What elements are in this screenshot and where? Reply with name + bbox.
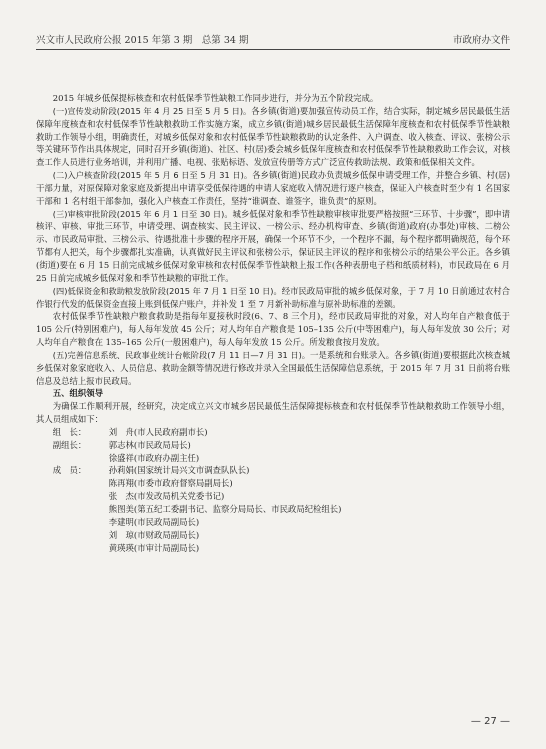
intro-paragraph: 2015 年城乡低保提标核查和农村低保季节性缺粮工作同步进行，并分为五个阶段完成。 [52, 93, 379, 103]
roster-role: 组 长： [52, 426, 87, 437]
roster-name: 刘 琼(市财政局副局长) [108, 529, 200, 540]
stage-paragraph-5 [36, 349, 510, 388]
stage-paragraph-2 [36, 169, 510, 208]
roster-name: 张 杰(市发改局机关党委书记) [108, 491, 225, 502]
stage-title: (四)低保资金和救助粮发放阶段(2015 年 7 月 1 日至 10 日)。 [52, 285, 282, 296]
roster-name: 刘 舟(市人民政府副市长) [108, 426, 208, 437]
stage-title: (一)宣传发动阶段(2015 年 4 月 25 日至 5 月 5 日)。 [52, 105, 252, 116]
document-body [36, 92, 510, 554]
roster-name: 熊图美(第五纪工委副书记、监察分局局长、市民政局纪检组长) [108, 504, 342, 514]
roster-row-members [36, 464, 510, 554]
header-rule [36, 49, 510, 50]
roster-role: 副组长： [52, 439, 87, 450]
roster-name: 黄瑛瑛(市审计局副局长) [108, 542, 200, 553]
header-journal-title: 兴文市人民政府公报 2015 年第 3 期 总第 34 期 [36, 35, 249, 46]
roster-name: 孙莉娟(国家统计局兴文市调查队队长) [108, 465, 250, 476]
roster-role: 成 员： [52, 465, 87, 476]
stage-text: 农村低保季节性缺粮户粮食救助是指每年夏接秋时段(6、7、8 三个月)，经市民政局审批的对象，对人均年自产粮食低于 105 公斤(特别困难户)，每人每年发放 45 公斤；对人均年自产粮食是 105–135 公斤(中等困难户)，每人每年发放 30 公斤；对人均年自产粮食在 135–165 公斤(一般困难户)，每人每年发放 15 公斤。所发粮食按月发放。 [36, 311, 510, 348]
stage-title: (三)审核审批阶段(2015 年 6 月 1 日至 30 日)。 [52, 208, 233, 219]
stage-paragraph-1 [36, 105, 510, 169]
leadership-roster [36, 426, 510, 554]
roster-row-deputy [36, 439, 510, 465]
stage-title: (五)完善信息系统、民政事业统计台帐阶段(7 月 11 日—7 月 31 日)。 [52, 349, 311, 360]
stage-title: (二)入户核查阶段(2015 年 5 月 6 日至 5 月 31 日)。 [52, 170, 253, 181]
stage-paragraph-3 [36, 208, 510, 285]
page-number: — 27 — [470, 716, 510, 727]
running-header [36, 30, 510, 48]
header-section-title: 市政府办文件 [452, 35, 510, 46]
roster-row-leader [36, 426, 510, 439]
stage-paragraph-4 [36, 285, 510, 311]
section-heading: 五、组织领导 [52, 388, 104, 399]
grain-relief-paragraph [36, 310, 510, 349]
stage-text: 一是系统和台账录入。各乡镇(街道)要根据此次核查城乡低保对象家庭收入、人员信息、救助金额等情况进行修改并录入全国最低生活保障信息系统，于 2015 年 7 月 31 日前将台账信息及总结上报市民政局。 [36, 349, 510, 386]
stage-text: 各乡镇(街道)民政办负责城乡低保申请受理工作，并整合乡镇、村(居)干部力量，对原保障对象家庭及新提出申请享受低保待遇的申请人家庭收入情况进行逐户核查，保证入户核查时至少有 1 名国家干部和 1 名村组干部参加，强化入户核查工作责任，坚持“谁调查、谁签字，谁负责”的原则。 [36, 170, 510, 206]
stage-text: 各乡镇(街道)要加强宣传动员工作，结合实际，制定城乡居民最低生活保障年度核查和农村低保季节性缺粮救助工作实施方案，成立乡镇(街道)城乡居民最低生活保障年度核查和农村低保季节性缺粮救助工作领导小组，明确责任，对城乡低保对象和农村低保季节性缺粮救助的认定条件、入户调查、收入核查、评议、张榜公示等关键环节作出具体规定，同时召开乡镇(街道)、社区、村(居)委会城乡低保年度核查和农村低保季节性缺粮救助工作会议，对核查工作人员进行业务培训，并利用广播、电视、张贴标语、发放宣传册等方式广泛宣传救助法规、政策和低保相关文件。 [36, 105, 510, 168]
roster-name: 郭志林(市民政局局长) [108, 439, 191, 450]
roster-name: 陈再翔(市委市政府督察局副局长) [108, 478, 233, 489]
roster-name: 徐盛祥(市政府办副主任) [108, 452, 200, 463]
roster-name: 李建明(市民政局副局长) [108, 516, 200, 527]
stage-text: 城乡低保对象和季节性缺粮审核审批要严格按照“三环节、十步骤”，即申请核评、审核、审批三环节，申请受理、调查核实、民主评议、一榜公示、经办机构审查、乡镇(街道)政府(办事处)审核、二榜公示、市民政局审批、三榜公示、待遇批准十步骤的程序开展，确保一个环节不少，一个程序不漏，每个程序都明确规范，每个环节都有人把关，每个步骤都扎实准确，认真做好民主评议和张榜公示，保证民主评议的程序和张榜公示的结果公平公正。各乡镇(街道)要在 6 月 15 日前完成城乡低保对象审核和农村低保季节性缺粮上报工作(各种表册电子档和纸质材料)，市民政局在 6 月 25 日前完成城乡低保对象和季节性缺粮的审批工作。 [36, 208, 511, 283]
stage-text: 经市民政局审批的城乡低保对象，于 7 月 10 日前通过农村合作银行代发的低保资金直接上账到低保户账户，并补发 1 至 7 月新补助标准与原补助标准的差额。 [36, 285, 510, 309]
section-intro: 为确保工作顺利开展，经研究，决定成立兴文市城乡居民最低生活保障提标核查和农村低保季节性缺粮救助工作领导小组，其人员组成如下： [36, 401, 510, 425]
